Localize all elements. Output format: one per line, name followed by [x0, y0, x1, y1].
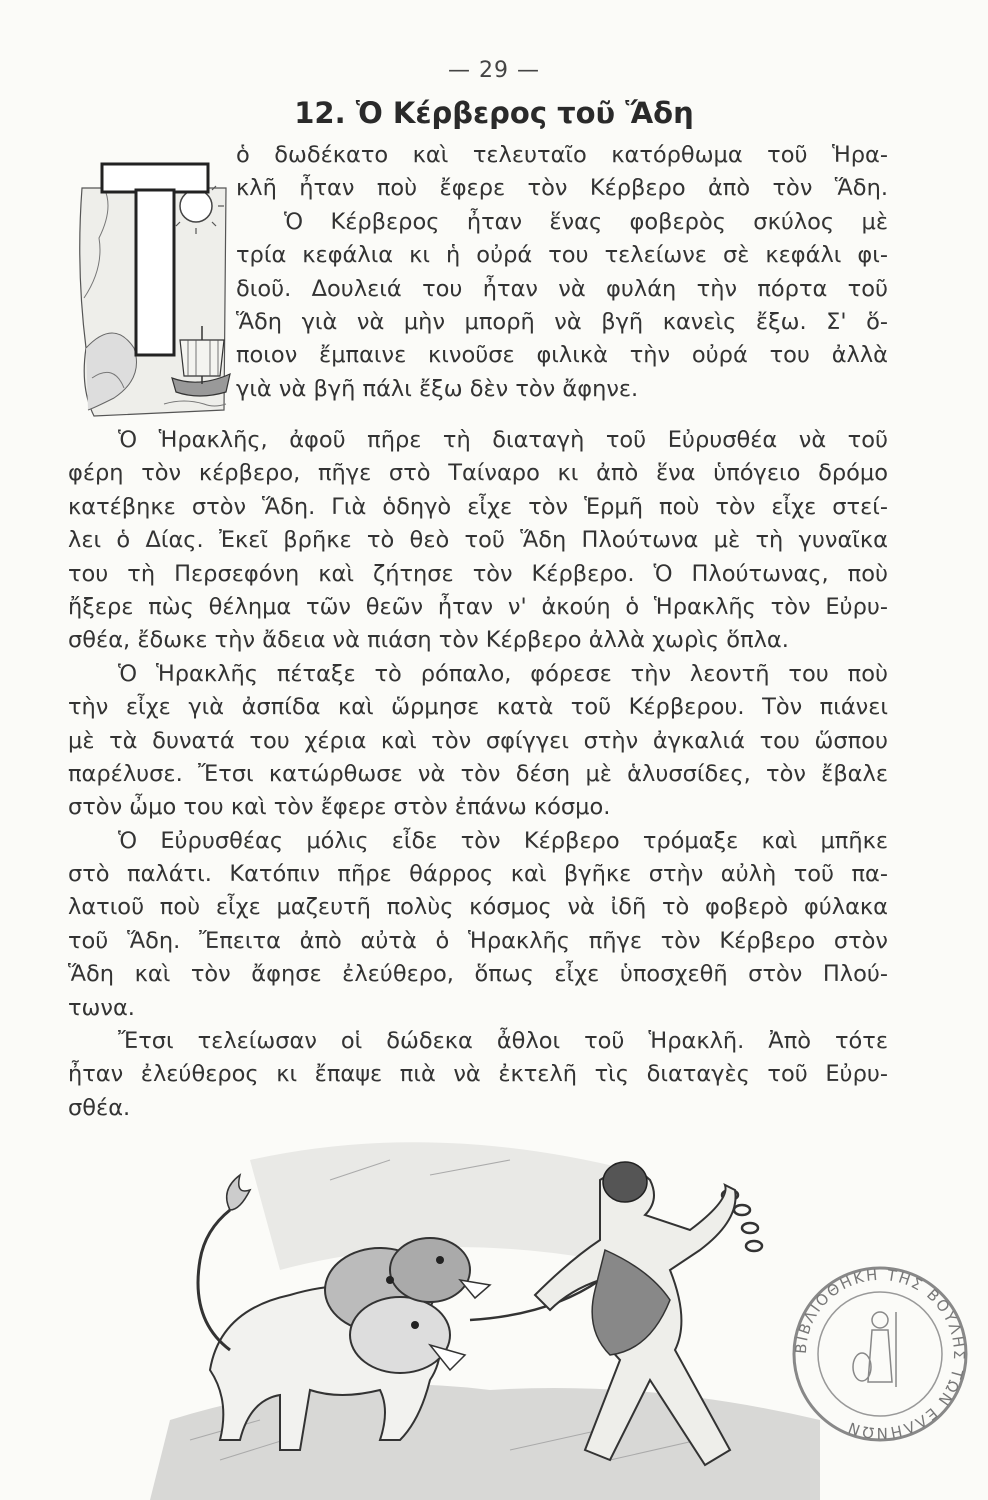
text-line: ἦταν ἐλεύθερος κι ἔπαψε πιὰ νὰ ἐκτελῆ τὶς διαταγὲς τοῦ Εὐρυ- [68, 1061, 888, 1088]
library-stamp [788, 1262, 973, 1447]
text-line: λατιοῦ ποὺ εἶχε μαζευτῆ πολὺς κόσμος νὰ ἰδῆ τὸ φοβερὸ φύλακα [68, 894, 888, 921]
text-line: λει ὁ Δίας. Ἐκεῖ βρῆκε τὸ θεὸ τοῦ Ἅδη Πλούτωνα μὲ τὴ γυναῖκα [68, 527, 888, 554]
heracles-cerberus-illustration [130, 1120, 830, 1500]
text-line: τὴν εἶχε γιὰ ἀσπίδα καὶ ὥρμησε κατὰ τοῦ Κέρβερου. Τὸν πιάνει [68, 694, 888, 721]
text-line: Ἅδη καὶ τὸν ἄφησε ἐλεύθερο, ὅπως εἶχε ὑποσχεθῆ στὸν Πλού- [68, 961, 888, 988]
athena-figure-icon [853, 1312, 896, 1387]
text-line: σθέα. [68, 1094, 131, 1121]
text-line: στὸν ὦμο του καὶ τὸν ἔφερε στὸν ἐπάνω κόσμο. [68, 794, 611, 821]
text-line: τρία κεφάλια κι ἡ οὐρά του τελείωνε σὲ κεφάλι φι- [236, 242, 888, 269]
body-text [68, 424, 888, 1125]
dropcap-paragraph [236, 139, 888, 406]
dropcap-illustration [74, 148, 232, 428]
text-line: Ὁ Κέρβερος ἦταν ἕνας φοβερὸς σκύλος μὲ [284, 208, 888, 235]
text-line: κατέβηκε στὸν Ἅδη. Γιὰ ὁδηγὸ εἶχε τὸν Ἑρμῆ ποὺ τὸν εἶχε στεί- [68, 493, 888, 520]
text-line: ὁ δωδέκατο καὶ τελευταῖο κατόρθωμα τοῦ Ἡρα- [236, 142, 888, 168]
text-line: παρέλυσε. Ἔτσι κατώρθωσε νὰ τὸν δέση μὲ ἁλυσσίδες, τὸν ἔβαλε [68, 760, 888, 787]
text-line: τοῦ Ἅδη. Ἔπειτα ἀπὸ αὐτὰ ὁ Ἡρακλῆς πῆγε τὸν Κέρβερο στὸν [68, 927, 888, 954]
text-line: Ὁ Ἡρακλῆς, ἀφοῦ πῆρε τὴ διαταγὴ τοῦ Εὐρυσθέα νὰ τοῦ [118, 427, 888, 453]
text-line: στὸ παλάτι. Κατόπιν πῆρε θάρρος καὶ βγῆκε στὴν αὐλὴ τοῦ πα- [68, 861, 888, 888]
text-line: γιὰ νὰ βγῆ πάλι ἔξω δὲν τὸν ἄφηνε. [236, 375, 639, 402]
text-line: ἤξερε πὼς θέλημα τῶν θεῶν ἦταν ν' ἀκούη ὁ Ἡρακλῆς τὸν Εὐρυ- [68, 593, 888, 620]
text-line: ποιον ἔμπαινε κινοῦσε φιλικὰ τὴν οὐρά του ἀλλὰ [236, 342, 888, 369]
text-line: τωνα. [68, 994, 135, 1021]
text-line: κλῆ ἦταν ποὺ ἔφερε τὸν Κέρβερο ἀπὸ τὸν Ἅδη. [236, 175, 888, 202]
text-line: Ἔτσι τελείωσαν οἱ δώδεκα ἆθλοι τοῦ Ἡρακλῆ. Ἀπὸ τότε [118, 1028, 888, 1055]
text-line: Ἅδη γιὰ νὰ μὴν μπορῆ νὰ βγῆ κανεὶς ἔξω. Σ' ὅ- [236, 308, 888, 335]
page-number: — 29 — [448, 58, 540, 83]
text-line: Ὁ Εὐρυσθέας μόλις εἶδε τὸν Κέρβερο τρόμαξε καὶ μπῆκε [118, 827, 888, 854]
chapter-title: 12. Ὁ Κέρβερος τοῦ Ἅδη [294, 96, 694, 130]
text-line: σθέα, ἔδωκε τὴν ἄδεια νὰ πιάση τὸν Κέρβερο ἀλλὰ χωρὶς ὅπλα. [68, 627, 789, 654]
text-line: φέρη τὸν κέρβερο, πῆγε στὸ Ταίναρο κι ἀπὸ ἕνα ὑπόγειο δρόμο [68, 460, 888, 487]
stamp-text: ΒΙΒΛΙΟΘΗΚΗ ΤΗΣ ΒΟΥΛΗΣ ΤΩΝ ΕΛΛΗΝΩΝ [791, 1265, 969, 1443]
text-line: του τὴ Περσεφόνη καὶ ζήτησε τὸν Κέρβερο. Ὁ Πλούτωνας, ποὺ [68, 560, 888, 587]
text-line: διοῦ. Δουλειά του ἦταν νὰ φυλάη τὴν πόρτα τοῦ [236, 275, 888, 302]
text-line: Ὁ Ἡρακλῆς πέταξε τὸ ρόπαλο, φόρεσε τὴν λεοντῆ του ποὺ [118, 660, 888, 687]
text-line: μὲ τὰ δυνατά του χέρια καὶ τὸν σφίγγει στὴν ἀγκαλιά του ὥσπου [68, 727, 888, 754]
